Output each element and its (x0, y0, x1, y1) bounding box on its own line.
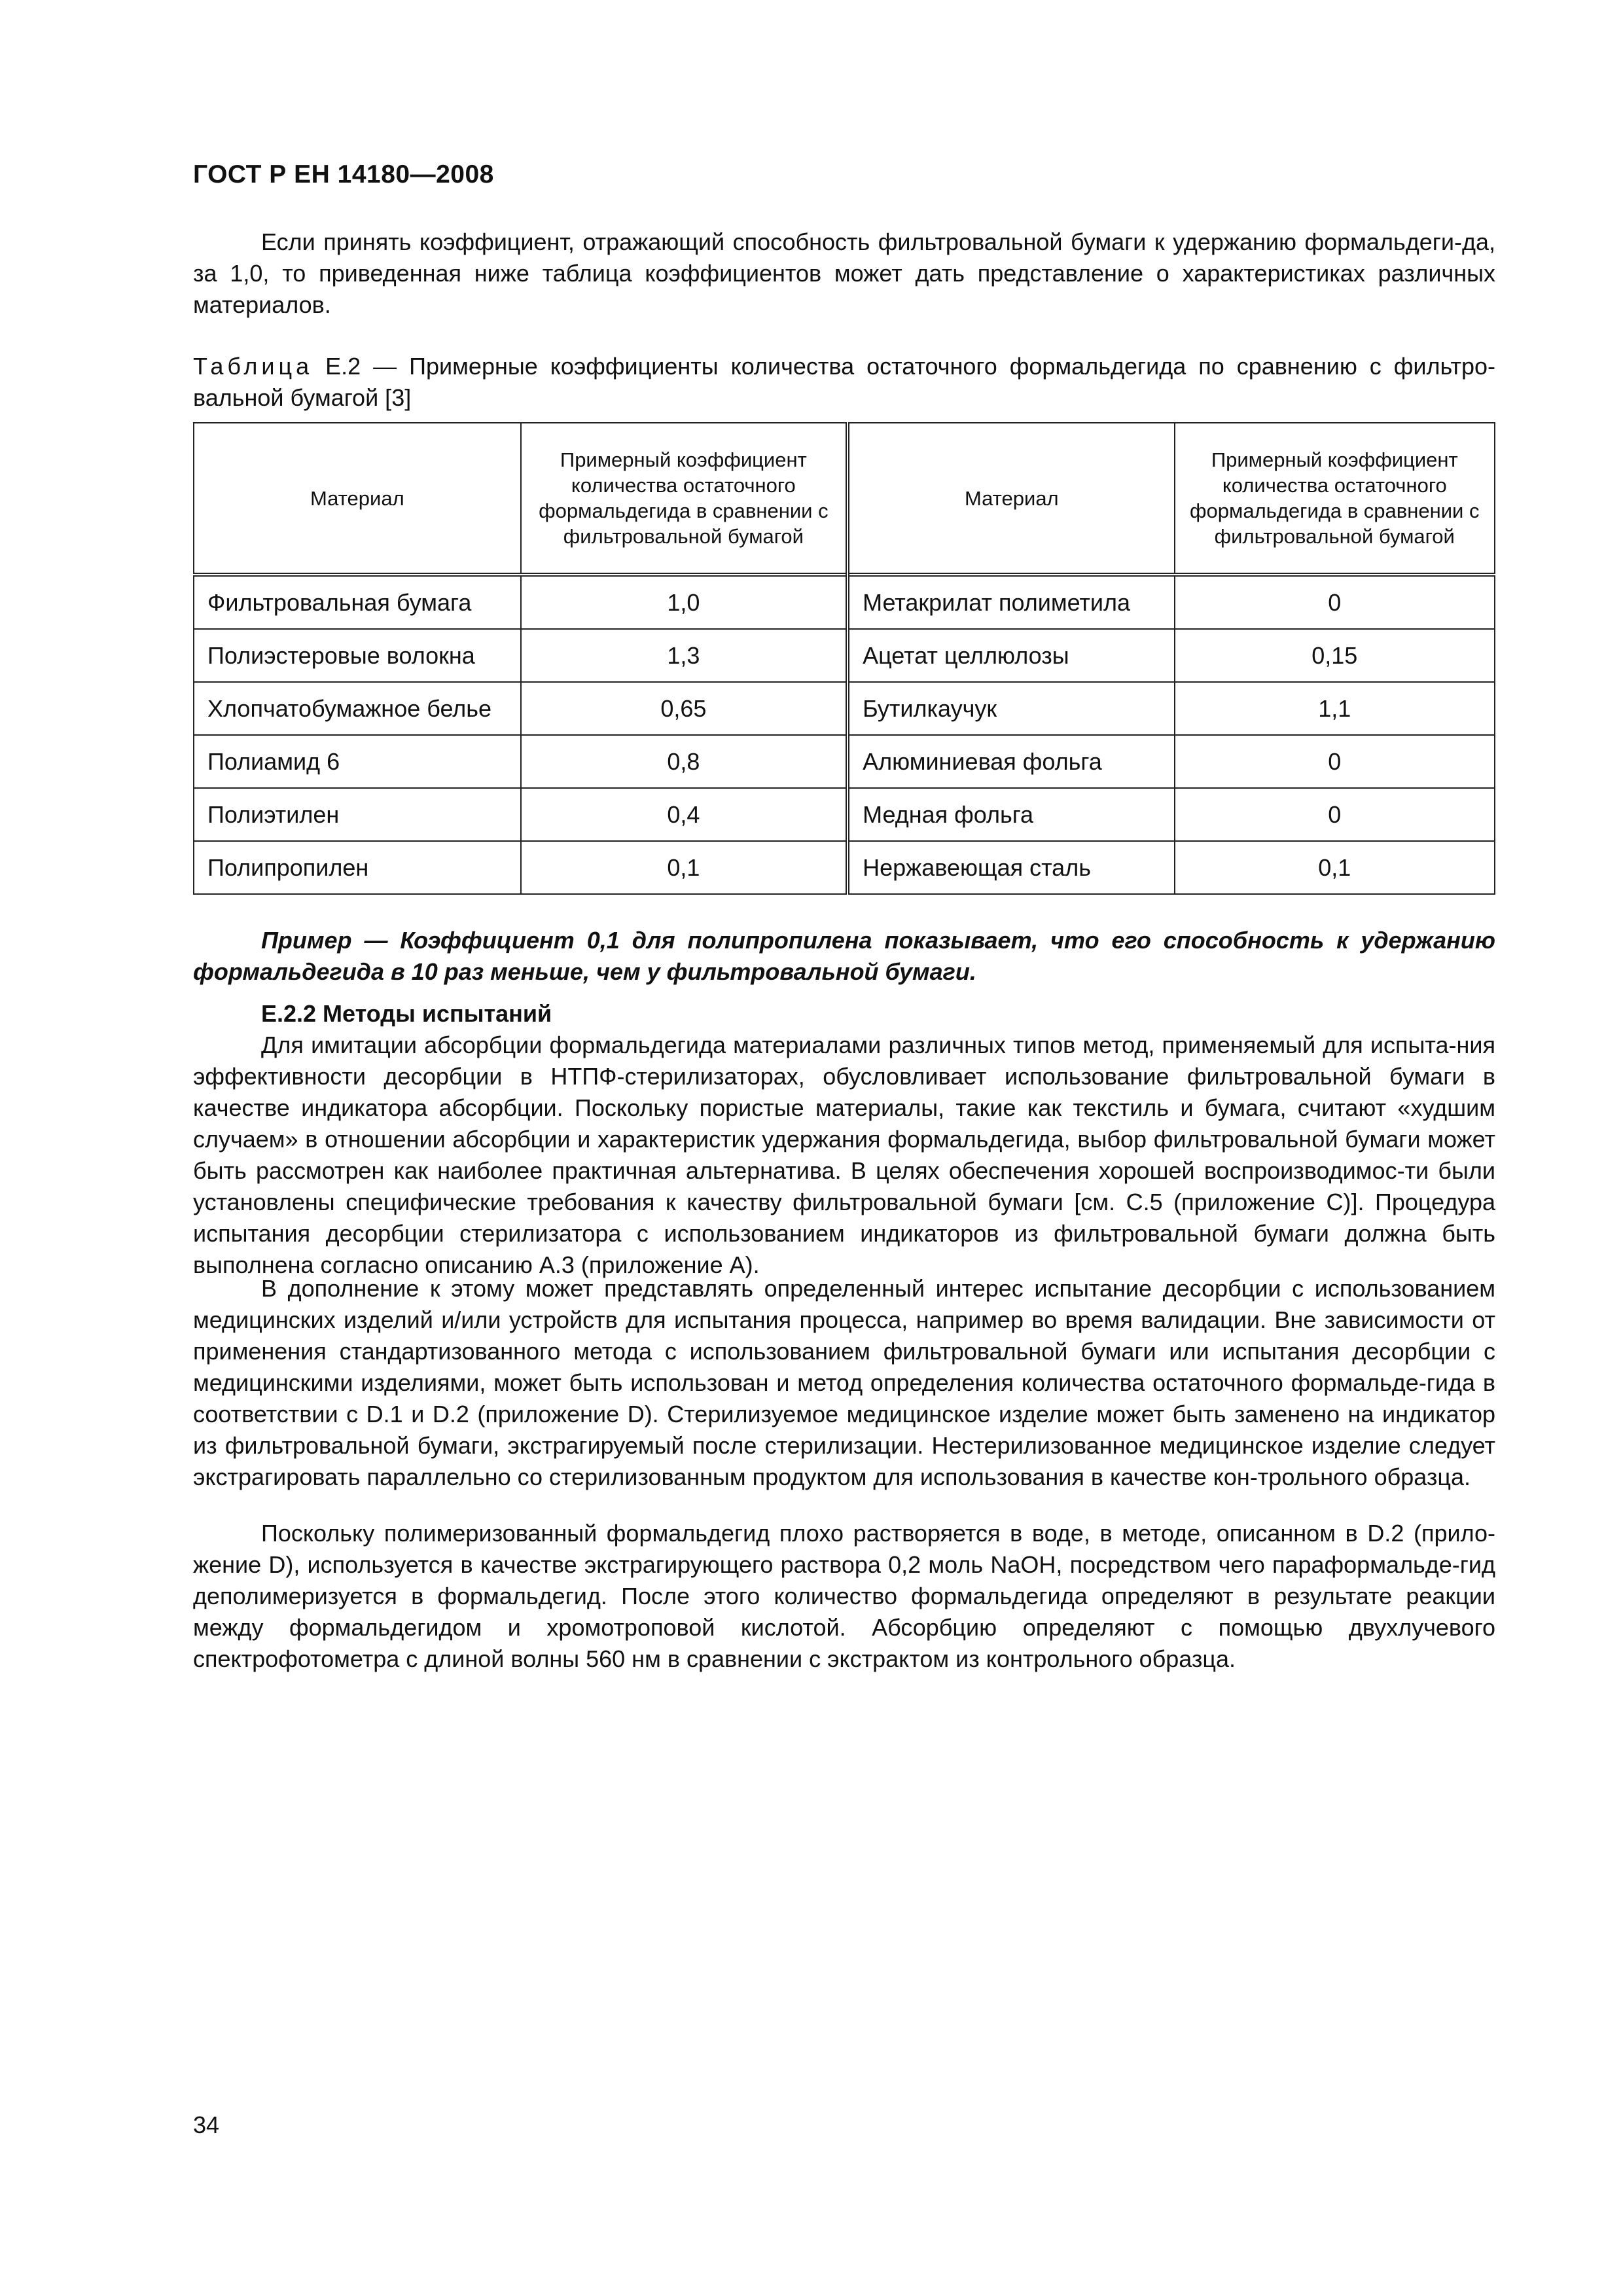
coefficients-table (193, 422, 1495, 895)
section-paragraph-3: Поскольку полимеризованный формальдегид плохо растворяется в воде, в методе, описанном в D.2 (прило-жение D), используется в качестве экстрагирующего раствора 0,2 моль NaOH, посредством чего параформальде-гид деполимеризуется в формальдегид. После этого количество формальдегида определяют в результате реакции между формальдегидом и хромотроповой кислотой. Абсорбцию определяют с помощью двухлучевого спектрофотометра с длиной волны 560 нм в сравнении с экстрактом из контрольного образца. (193, 1520, 1495, 1672)
coefficient-cell: 0 (1175, 788, 1495, 841)
table-caption-text: Е.2 — Примерные коэффициенты количества остаточного формальдегида по сравнению с фильтро-вальной бумагой [3] (193, 353, 1495, 411)
table-row (194, 629, 1495, 682)
coefficient-cell: 1,1 (1175, 682, 1495, 735)
header-material-2: Материал (847, 423, 1174, 575)
coefficient-cell: 0,65 (521, 682, 847, 735)
header-coefficient-2: Примерный коэффициент количества остаточного формальдегида в сравнении с фильтровальной бумагой (1175, 423, 1495, 575)
material-cell: Нержавеющая сталь (847, 841, 1174, 894)
example-note: Пример — Коэффициент 0,1 для полипропилена показывает, что его способность к удержанию формальдегида в 10 раз меньше, чем у фильтровальной бумаги. (193, 927, 1495, 985)
table-row (194, 841, 1495, 894)
material-cell: Полипропилен (194, 841, 521, 894)
material-cell: Хлопчатобумажное белье (194, 682, 521, 735)
material-cell: Бутилкаучук (847, 682, 1174, 735)
material-cell: Фильтровальная бумага (194, 575, 521, 629)
material-cell: Полиамид 6 (194, 735, 521, 788)
table-header-row (194, 423, 1495, 575)
intro-paragraph: Если принять коэффициент, отражающий способность фильтровальной бумаги к удержанию формальдеги-да, за 1,0, то приведенная ниже таблица коэффициентов может дать представление о характеристиках различных материалов. (193, 228, 1495, 318)
coefficient-cell: 1,3 (521, 629, 847, 682)
coefficient-cell: 0,15 (1175, 629, 1495, 682)
material-cell: Метакрилат полиметила (847, 575, 1174, 629)
section-heading: Е.2.2 Методы испытаний (261, 1000, 552, 1027)
material-cell: Медная фольга (847, 788, 1174, 841)
section-paragraph-2: В дополнение к этому может представлять определенный интерес испытание десорбции с использованием медицинских изделий и/или устройств для испытания процесса, например во время валидации. Вне зависимости от применения стандартизованного метода с использованием фильтровальной бумаги или испытания десорбции с медицинскими изделиями, может быть использован и метод определения количества остаточного формальде-гида в соответствии с D.1 и D.2 (приложение D). Стерилизуемое медицинское изделие может быть заменено на индикатор из фильтровальной бумаги, экстрагируемый после стерилизации. Нестерилизованное медицинское изделие следует экстрагировать параллельно со стерилизованным продуктом для использования в качестве кон-трольного образца. (193, 1275, 1495, 1490)
material-cell: Алюминиевая фольга (847, 735, 1174, 788)
table-row (194, 788, 1495, 841)
table-caption-label: Таблица (193, 353, 313, 380)
material-cell: Полиэстеровые волокна (194, 629, 521, 682)
header-coefficient-1: Примерный коэффициент количества остаточного формальдегида в сравнении с фильтровальной бумагой (521, 423, 847, 575)
coefficient-cell: 1,0 (521, 575, 847, 629)
coefficient-cell: 0,1 (1175, 841, 1495, 894)
coefficient-cell: 0,8 (521, 735, 847, 788)
document-code: ГОСТ Р ЕН 14180—2008 (193, 160, 494, 188)
document-page (193, 0, 1495, 2296)
coefficient-cell: 0 (1175, 575, 1495, 629)
section-paragraph-1: Для имитации абсорбции формальдегида материалами различных типов метод, применяемый для испыта-ния эффективности десорбции в НТПФ-стерилизаторах, обусловливает использование фильтровальной бумаги в качестве индикатора абсорбции. Поскольку пористые материалы, такие как текстиль и бумага, считают «худшим случаем» в отношении абсорбции и характеристик удержания формальдегида, выбор фильтровальной бумаги может быть рассмотрен как наиболее практичная альтернатива. В целях обеспечения хорошей воспроизводимос-ти были установлены специфические требования к качеству фильтровальной бумаги [см. С.5 (приложение С)]. Процедура испытания десорбции стерилизатора с использованием индикаторов из фильтровальной бумаги должна быть выполнена согласно описанию А.3 (приложение А). (193, 1031, 1495, 1278)
material-cell: Ацетат целлюлозы (847, 629, 1174, 682)
table-row (194, 735, 1495, 788)
table-row (194, 575, 1495, 629)
header-material-1: Материал (194, 423, 521, 575)
coefficient-cell: 0,4 (521, 788, 847, 841)
material-cell: Полиэтилен (194, 788, 521, 841)
coefficient-cell: 0,1 (521, 841, 847, 894)
coefficient-cell: 0 (1175, 735, 1495, 788)
table-row (194, 682, 1495, 735)
table-caption (193, 351, 1495, 414)
page-number: 34 (193, 2111, 220, 2138)
